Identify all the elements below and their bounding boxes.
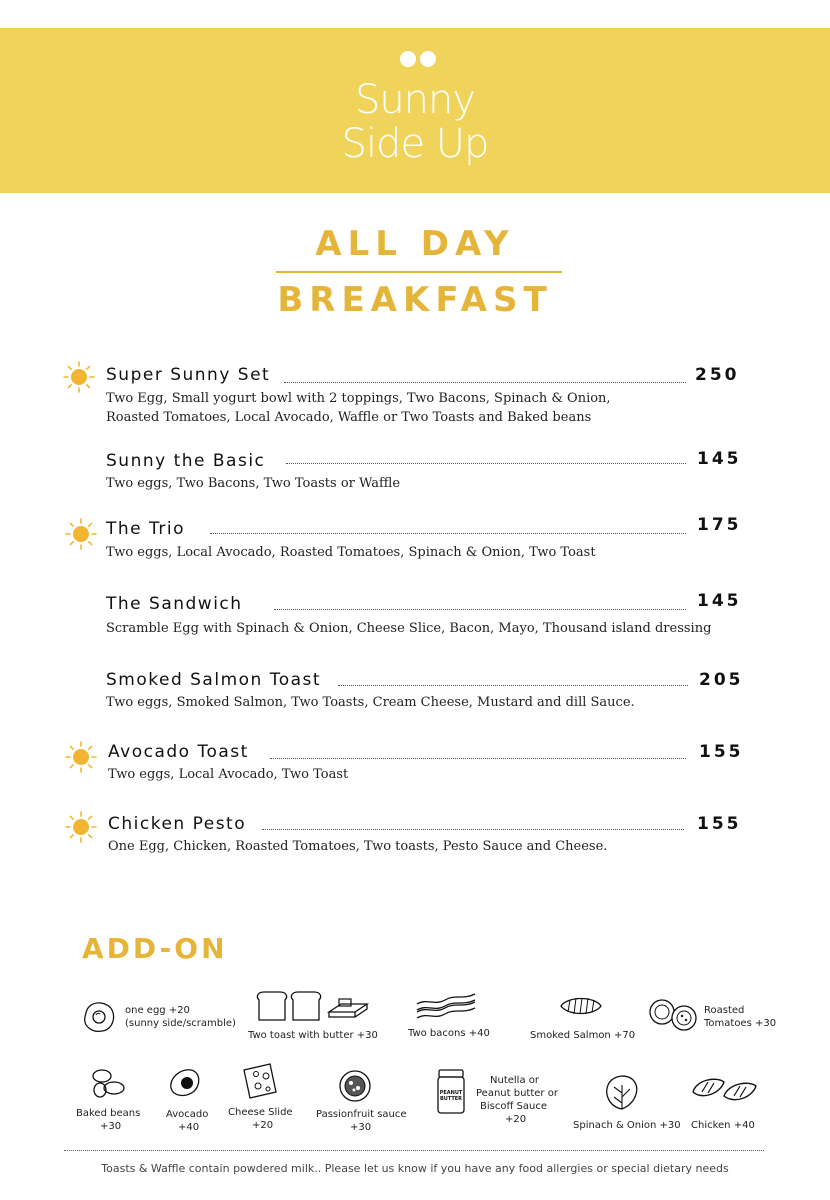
footer-divider — [64, 1150, 764, 1151]
dotted-leader — [274, 609, 686, 610]
passionfruit-icon — [335, 1068, 377, 1104]
menu-item-description: Two eggs, Local Avocado, Two Toast — [108, 767, 349, 782]
dotted-leader — [338, 685, 688, 686]
menu-item-name: Avocado Toast — [108, 742, 249, 762]
section-title-line-1: ALL DAY — [315, 224, 515, 264]
dotted-leader — [262, 829, 684, 830]
title-divider — [276, 271, 562, 273]
addon-label: one egg +20 — [125, 1005, 190, 1016]
salmon-icon — [558, 994, 604, 1018]
addon-label: Smoked Salmon +70 — [530, 1030, 636, 1041]
menu-item-description: Two Egg, Small yogurt bowl with 2 toppings, Two Bacons, Spinach & Onion, — [106, 391, 611, 406]
addon-label: Two toast with butter +30 — [248, 1030, 378, 1041]
addon-label: Chicken +40 — [691, 1120, 755, 1131]
menu-item-description: Two eggs, Local Avocado, Roasted Tomatoes, Spinach & Onion, Two Toast — [106, 545, 596, 560]
menu-item-name: Super Sunny Set — [106, 365, 271, 385]
spinach-icon — [602, 1073, 642, 1113]
addon-label: +30 — [100, 1121, 122, 1132]
menu-item-price: 205 — [699, 670, 744, 690]
brand-line-1: Sunny — [354, 77, 476, 123]
brand-line-2: Side Up — [341, 121, 489, 167]
addon-label: Tomatoes +30 — [704, 1018, 777, 1029]
logo-dot — [400, 51, 416, 67]
sun-icon — [64, 810, 98, 844]
addon-label: Baked beans — [76, 1108, 141, 1119]
addon-label: Spinach & Onion +30 — [573, 1120, 681, 1131]
dotted-leader — [270, 758, 686, 759]
avocado-icon — [167, 1066, 203, 1098]
sun-icon — [62, 360, 96, 394]
menu-item-description: Two eggs, Smoked Salmon, Two Toasts, Cream Cheese, Mustard and dill Sauce. — [106, 695, 635, 710]
menu-item-name: Sunny the Basic — [106, 451, 266, 471]
jar-label-text: BUTTER — [439, 1096, 463, 1102]
menu-item-price: 145 — [697, 449, 742, 469]
menu-item-name: Chicken Pesto — [108, 814, 247, 834]
menu-item-price: 155 — [697, 814, 742, 834]
chicken-icon — [690, 1074, 758, 1104]
menu-item-price: 145 — [697, 591, 742, 611]
addon-title: ADD-ON — [82, 932, 228, 965]
addon-label: Avocado — [166, 1109, 209, 1120]
logo-dot — [420, 51, 436, 67]
dotted-leader — [284, 382, 686, 383]
menu-item-price: 250 — [695, 365, 740, 385]
cheese-icon — [240, 1062, 280, 1100]
bacon-icon — [415, 990, 477, 1022]
addon-label: Cheese Slide — [228, 1107, 293, 1118]
menu-item-description: Two eggs, Two Bacons, Two Toasts or Waffle — [106, 476, 401, 491]
jar-label-text: PEANUT — [439, 1090, 463, 1096]
allergy-note: Toasts & Waffle contain powdered milk.. Please let us know if you have any food allergies or special dietary needs — [101, 1162, 729, 1175]
addon-label: +40 — [178, 1122, 200, 1133]
addon-label: +20 — [505, 1114, 527, 1125]
sun-icon — [64, 740, 98, 774]
menu-item-price: 175 — [697, 515, 742, 535]
addon-label: Peanut butter or — [476, 1088, 558, 1099]
beans-icon — [90, 1066, 128, 1100]
menu-item-description: Scramble Egg with Spinach & Onion, Cheese Slice, Bacon, Mayo, Thousand island dressing — [106, 621, 712, 636]
menu-item-name: Smoked Salmon Toast — [106, 670, 322, 690]
spread-jar-icon — [436, 1068, 466, 1116]
addon-label: Two bacons +40 — [408, 1028, 490, 1039]
toast-butter-icon — [255, 990, 371, 1022]
menu-item-name: The Sandwich — [106, 594, 243, 614]
addon-label: Biscoff Sauce — [480, 1101, 547, 1112]
menu-item-name: The Trio — [106, 519, 186, 539]
addon-label: Passionfruit sauce — [316, 1109, 407, 1120]
addon-label: +30 — [350, 1122, 372, 1133]
logo-dots — [400, 51, 440, 69]
fried-egg-icon — [80, 998, 118, 1036]
section-title-line-2: BREAKFAST — [277, 280, 553, 320]
dotted-leader — [210, 533, 686, 534]
sun-icon — [64, 517, 98, 551]
tomato-icon — [646, 998, 700, 1032]
menu-item-description: Roasted Tomatoes, Local Avocado, Waffle or Two Toasts and Baked beans — [106, 410, 592, 425]
addon-label: +20 — [252, 1120, 274, 1131]
menu-item-description: One Egg, Chicken, Roasted Tomatoes, Two toasts, Pesto Sauce and Cheese. — [108, 839, 608, 854]
addon-label: (sunny side/scramble) — [125, 1018, 236, 1029]
addon-label: Roasted — [704, 1005, 745, 1016]
menu-item-price: 155 — [699, 742, 744, 762]
dotted-leader — [286, 463, 686, 464]
addon-label: Nutella or — [490, 1075, 539, 1086]
